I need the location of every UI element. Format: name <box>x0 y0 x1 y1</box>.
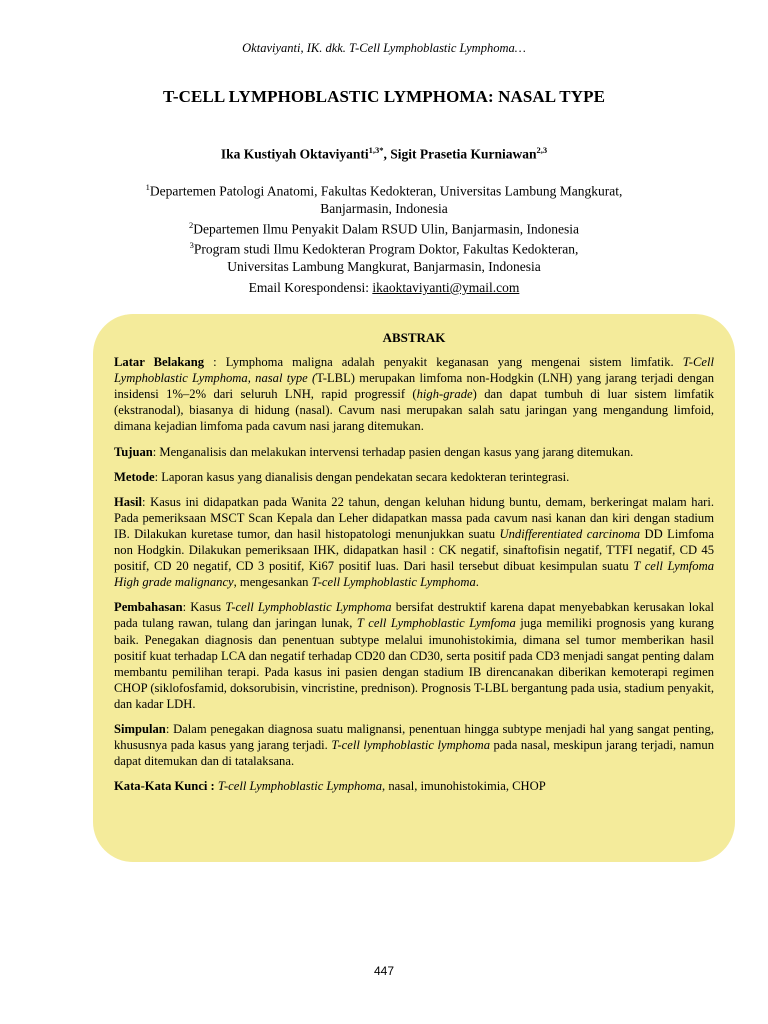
affiliation-text: Departemen Ilmu Penyakit Dalam RSUD Ulin, Banjarmasin, Indonesia <box>193 221 580 236</box>
paragraph-text: ) dan dapat tumbuh di luar sistem limfatik (ekstranodal), biasanya di hidung (nasal). Cavum nasi merupakan salah satu jaringan yang mengandung limfoid, dimana kejadian limfoma pada cavum nasi jarang ditemukan. <box>114 387 715 434</box>
abstract-heading: ABSTRAK <box>382 330 446 345</box>
italic-term: T-Cell Lymphoblastic Lymphoma, nasal type ( <box>114 355 714 386</box>
email-label: Email Korespondensi: <box>248 280 373 295</box>
section-label: Hasil <box>114 494 142 509</box>
section-label: Simpulan <box>114 721 166 736</box>
authors-line <box>0 145 768 163</box>
italic-term: high-grade <box>416 387 473 402</box>
italic-term: T-cell lymphoblastic lymphoma <box>331 738 490 753</box>
italic-term: T-cell Lymphoblastic Lymphoma <box>311 575 476 590</box>
paragraph-text: DD Limfoma non Hodgkin. Dilakukan pemeriksaan IHK, didapatkan hasil : CK negatif, sinaftofisin negatif, TTFI negatif, CD 45 positif, CD 20 negatif, CD 3 positif, Ki67 positif luas. Dari hasil tersebut dibuat kesimpulan suatu <box>114 526 714 574</box>
paragraph-text: T-LBL) merupakan limfoma non-Hodgkin (LNH) yang jarang terjadi dengan insidensi 1%–2% dari seluruh LNH, rapid progressif ( <box>114 371 714 402</box>
paragraph-text: : Laporan kasus yang dianalisis dengan pendekatan secara kedokteran terintegrasi. <box>154 469 570 484</box>
affiliation-1-continued: Banjarmasin, Indonesia <box>320 200 448 216</box>
affiliation-3 <box>0 237 768 258</box>
paragraph-text: : Kasus <box>182 600 226 615</box>
running-header: Oktaviyanti, IK. dkk. T-Cell Lymphoblastic Lymphoma… <box>242 41 526 55</box>
email-link[interactable]: ikaoktaviyanti@ymail.com <box>372 280 520 295</box>
affiliations <box>0 179 768 275</box>
author-name: Sigit Prasetia Kurniawan <box>390 146 537 162</box>
abstract-objective-paragraph <box>114 444 714 460</box>
affiliation-marker: 3 <box>189 240 194 250</box>
author-affiliation-marker: 1,3* <box>368 145 384 155</box>
paragraph-text: bersifat destruktif karena dapat menyebabkan kerusakan lokal pada tulang rawan, tulang dan jaringan lunak, <box>114 600 714 631</box>
affiliation-text: Program studi Ilmu Kedokteran Program Doktor, Fakultas Kedokteran, <box>193 241 579 257</box>
paragraph-text: pada nasal, meskipun jarang terjadi, namun dapat ditemukan dan di tatalaksana. <box>114 738 714 769</box>
section-label: Kata-Kata Kunci : <box>114 779 215 794</box>
affiliation-2 <box>0 217 768 238</box>
affiliation-3-continued: Universitas Lambung Mangkurat, Banjarmasin, Indonesia <box>227 258 541 274</box>
abstract-keywords-paragraph <box>114 778 714 794</box>
affiliation-text: Departemen Patologi Anatomi, Fakultas Kedokteran, Universitas Lambung Mangkurat, <box>149 183 623 199</box>
paragraph-text: juga memiliki prognosis yang kurang baik. Penegakan diagnosis dan penentuan subtype melalui imunohistokimia, dimana sel tumor memberikan hasil positif kuat terhadap LCA dan negatif terhadap CD20 dan CD30, serta positif pada CD3 menjadi sangat penting dalam membantu pemilihan terapi. Pada kasus ini pasien dengan stadium IB direncanakan diberikan kemoterapi regimen CHOP (siklofosfamid, doksorubisin, vincristine, prednison). Prognosis T-LBL bergantung pada usia, stadium penyakit, dan kadar LDH. <box>114 616 714 711</box>
italic-term: Undifferentiated carcinoma <box>499 526 641 541</box>
abstract-box <box>93 314 735 862</box>
author-name: Ika Kustiyah Oktaviyanti <box>220 146 369 162</box>
paragraph-text: , nasal, imunohistokimia, CHOP <box>382 779 546 794</box>
abstract-background-paragraph <box>114 354 714 434</box>
abstract-method-paragraph <box>114 469 714 485</box>
italic-term: T cell Lymphoblastic Lymfoma <box>356 616 516 631</box>
paragraph-text: . <box>475 575 479 590</box>
italic-term: T cell Lymfoma High grade malignancy <box>114 559 714 590</box>
section-label: Metode <box>114 469 155 484</box>
correspondence-email <box>0 280 768 296</box>
section-label: Tujuan <box>114 444 153 459</box>
paper-title: T-CELL LYMPHOBLASTIC LYMPHOMA: NASAL TYPE <box>162 87 606 106</box>
author-separator: , <box>383 146 391 162</box>
paragraph-text: , mengesankan <box>233 575 312 590</box>
italic-term: T-cell Lymphoblastic Lymphoma <box>217 779 383 794</box>
abstract-discussion-paragraph <box>114 599 714 712</box>
abstract-conclusion-paragraph <box>114 721 714 769</box>
affiliation-1 <box>0 179 768 200</box>
page-number: 447 <box>373 964 395 978</box>
section-label: Latar Belakang <box>114 355 205 370</box>
abstract-results-paragraph <box>114 494 714 591</box>
author-affiliation-marker: 2,3 <box>536 145 548 155</box>
paragraph-text: : Menganalisis dan melakukan intervensi terhadap pasien dengan kasus yang jarang ditemukan. <box>152 444 634 459</box>
affiliation-marker: 2 <box>188 219 194 230</box>
paragraph-text: : Dalam penegakan diagnosa suatu malignansi, penentuan hingga subtype menjadi hal yang sangat penting, khususnya pada kasus yang jarang terjadi. <box>114 721 714 753</box>
section-label: Pembahasan <box>114 600 183 615</box>
paragraph-text: : Lymphoma maligna adalah penyakit keganasan yang mengenai sistem limfatik. <box>204 355 683 370</box>
affiliation-marker: 1 <box>145 182 150 192</box>
paragraph-text: : Kasus ini didapatkan pada Wanita 22 tahun, dengan keluhan hidung buntu, demam, berkeringat malam hari. Pada pemeriksaan MSCT Scan Kepala dan Leher didapatkan massa pada cavum nasi kanan dan kiri dengan stadium IB. Dilakukan kuretase tumor, dan hasil histopatologi menunjukkan suatu <box>114 494 714 541</box>
italic-term: T-cell Lymphoblastic Lymphoma <box>225 600 392 615</box>
